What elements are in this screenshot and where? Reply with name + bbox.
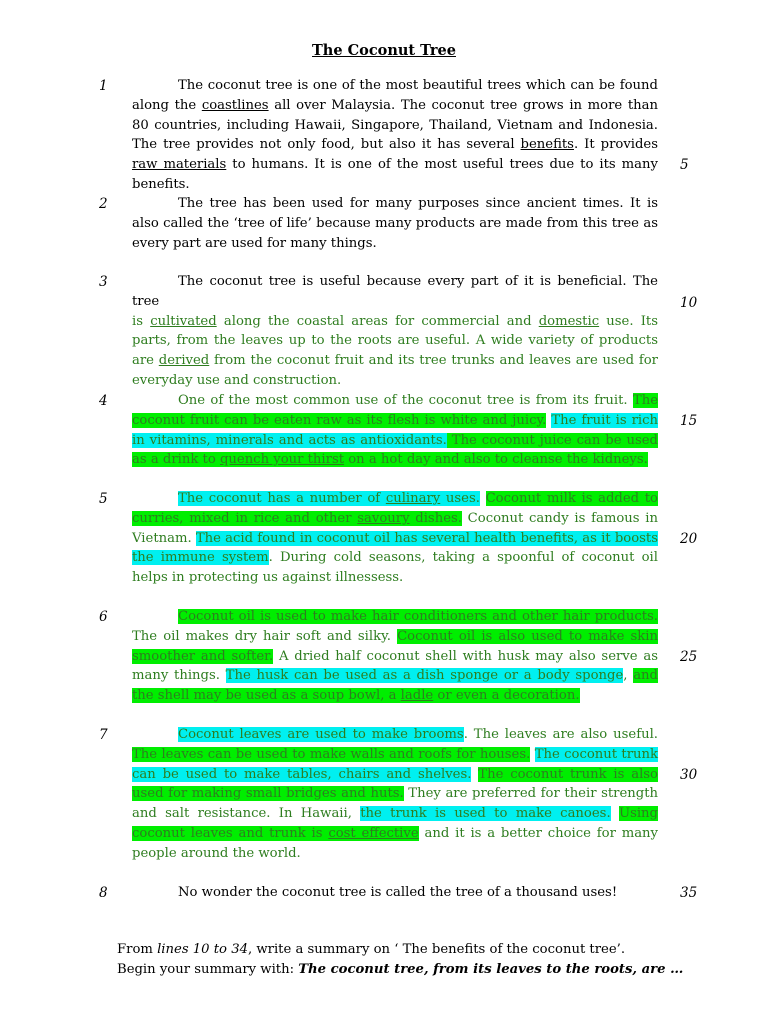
text: to humans. It is one of the most useful trees due to its many benefits.	[132, 157, 658, 192]
green-highlight: The coconut trunk is also used for making small bridges and huts.	[132, 766, 659, 802]
summary-instructions	[117, 940, 683, 979]
page-title: The Coconut Tree	[312, 42, 456, 59]
text: from the coconut fruit and its tree trunks and leaves are used for everyday use and construction.	[132, 353, 658, 388]
text: The oil makes dry hair soft and silky.	[132, 628, 398, 644]
line-number: 10	[680, 295, 698, 311]
underlined-word: domestic	[538, 313, 600, 329]
line-number: 35	[680, 885, 698, 901]
text: The tree has been used for many purposes since ancient times. It is also called the ‘tree of life’ because many products are made from this tree as every part are used for many things.	[132, 196, 658, 251]
green-highlight: The coconut juice can be used as a drink to	[132, 432, 659, 468]
green-highlight: Coconut oil is used to make hair conditioners and other hair products.	[178, 609, 658, 624]
text: A dried half coconut shell with husk may also serve as many things.	[132, 648, 658, 684]
cyan-highlight: The acid found in coconut oil has several health benefits, as it boosts the immune system	[132, 530, 659, 566]
instruction-line-1	[117, 940, 683, 960]
paragraph-7	[132, 725, 658, 864]
text: ,	[623, 668, 634, 684]
paragraph-number: 6	[99, 609, 108, 625]
underlined-word: ladle	[400, 688, 434, 704]
text: . The leaves are also useful.	[463, 727, 658, 742]
green-highlight: and the shell may be used as a soup bowl, a	[132, 668, 658, 704]
paragraph-number: 2	[99, 196, 108, 212]
paragraph-3	[132, 272, 658, 391]
text	[611, 806, 619, 821]
underlined-word: cost effective	[328, 825, 419, 841]
green-highlight: Using coconut leaves and trunk is	[132, 806, 658, 841]
text: . It provides	[573, 137, 658, 153]
text: and it is a better choice for many people around the world.	[132, 825, 659, 861]
underlined-word: benefits	[520, 137, 574, 153]
line-number: 20	[680, 531, 698, 547]
instruction-line-2	[117, 960, 683, 980]
summary-opening: The coconut tree, from its leaves to the roots, are …	[298, 961, 684, 977]
cyan-highlight: Coconut leaves are used to make brooms	[178, 727, 464, 742]
paragraph-4	[132, 391, 658, 470]
line-number: 30	[680, 767, 698, 783]
text: No wonder the coconut tree is called the tree of a thousand uses!	[178, 885, 618, 900]
green-highlight: The leaves can be used to make walls and roofs for houses.	[132, 746, 531, 762]
text: One of the most common use of the coconut tree is from its fruit.	[178, 393, 633, 408]
paragraph-number: 3	[99, 274, 108, 290]
text: . During cold seasons, taking a spoonful of coconut oil helps in protecting us against illnessess.	[132, 550, 658, 586]
text: From	[117, 942, 158, 957]
cyan-highlight: uses.	[440, 491, 480, 506]
green-highlight: or even a decoration.	[433, 688, 580, 704]
cyan-highlight: The coconut has a number of	[178, 491, 386, 506]
text: Begin your summary with:	[117, 961, 299, 977]
text: is	[132, 313, 151, 329]
underlined-word: coastlines	[201, 97, 269, 113]
line-number: 15	[680, 413, 698, 429]
green-highlight: Coconut oil is also used to make skin smoother and softer.	[132, 628, 658, 664]
green-highlight: on a hot day and also to cleanse the kidneys.	[344, 452, 648, 468]
green-highlight: dishes.	[409, 510, 462, 526]
underlined-word: derived	[158, 353, 210, 369]
green-highlight: Coconut milk is added to curries, mixed in rice and other	[132, 491, 658, 526]
paragraph-number: 4	[99, 393, 108, 409]
green-highlight: The coconut fruit can be eaten raw as its flesh is white and juicy.	[132, 393, 658, 428]
text: Coconut candy is famous in Vietnam.	[132, 510, 658, 546]
text: along the coastal areas for commercial and	[216, 313, 539, 329]
text: The coconut tree is one of the most beautiful trees which can be found along the	[132, 78, 658, 113]
underlined-word: cultivated	[150, 313, 217, 329]
paragraph-6	[132, 607, 658, 706]
paragraph-8	[132, 883, 658, 903]
text: The coconut tree is useful because every part of it is beneficial. The tree	[132, 274, 658, 309]
text: all over Malaysia. The coconut tree grows in more than 80 countries, including Hawaii, Singapore, Thailand, Vietnam and Indonesia. The tree provides not only food, but also it has several	[132, 97, 658, 153]
paragraph-5	[132, 489, 658, 588]
underlined-word: raw materials	[132, 157, 227, 173]
line-number: 5	[680, 157, 689, 173]
cyan-highlight: The fruit is rich in vitamins, minerals and acts as antioxidants.	[132, 412, 658, 448]
underlined-word: culinary	[385, 491, 441, 506]
paragraph-number: 1	[99, 78, 108, 94]
line-range: lines 10 to 34	[157, 942, 248, 957]
paragraph-1	[132, 76, 658, 195]
text: They are preferred for their strength and salt resistance. In Hawaii,	[132, 786, 659, 822]
cyan-highlight: the trunk is used to make canoes.	[360, 806, 611, 822]
text: , write a summary on ‘ The benefits of the coconut tree’.	[247, 942, 626, 957]
cyan-highlight: The coconut trunk can be used to make tables, chairs and shelves.	[132, 746, 658, 782]
line-number: 25	[680, 649, 698, 665]
underlined-word: savoury	[357, 510, 410, 526]
paragraph-number: 5	[99, 491, 108, 507]
paragraph-number: 8	[99, 885, 108, 901]
paragraph-number: 7	[99, 727, 108, 743]
text: use. Its parts, from the leaves up to the roots are useful. A wide variety of products are	[132, 313, 659, 369]
paragraph-2	[132, 194, 658, 253]
underlined-word: quench your thirst	[219, 452, 345, 468]
cyan-highlight: The husk can be used as a dish sponge or a body sponge	[225, 668, 624, 684]
